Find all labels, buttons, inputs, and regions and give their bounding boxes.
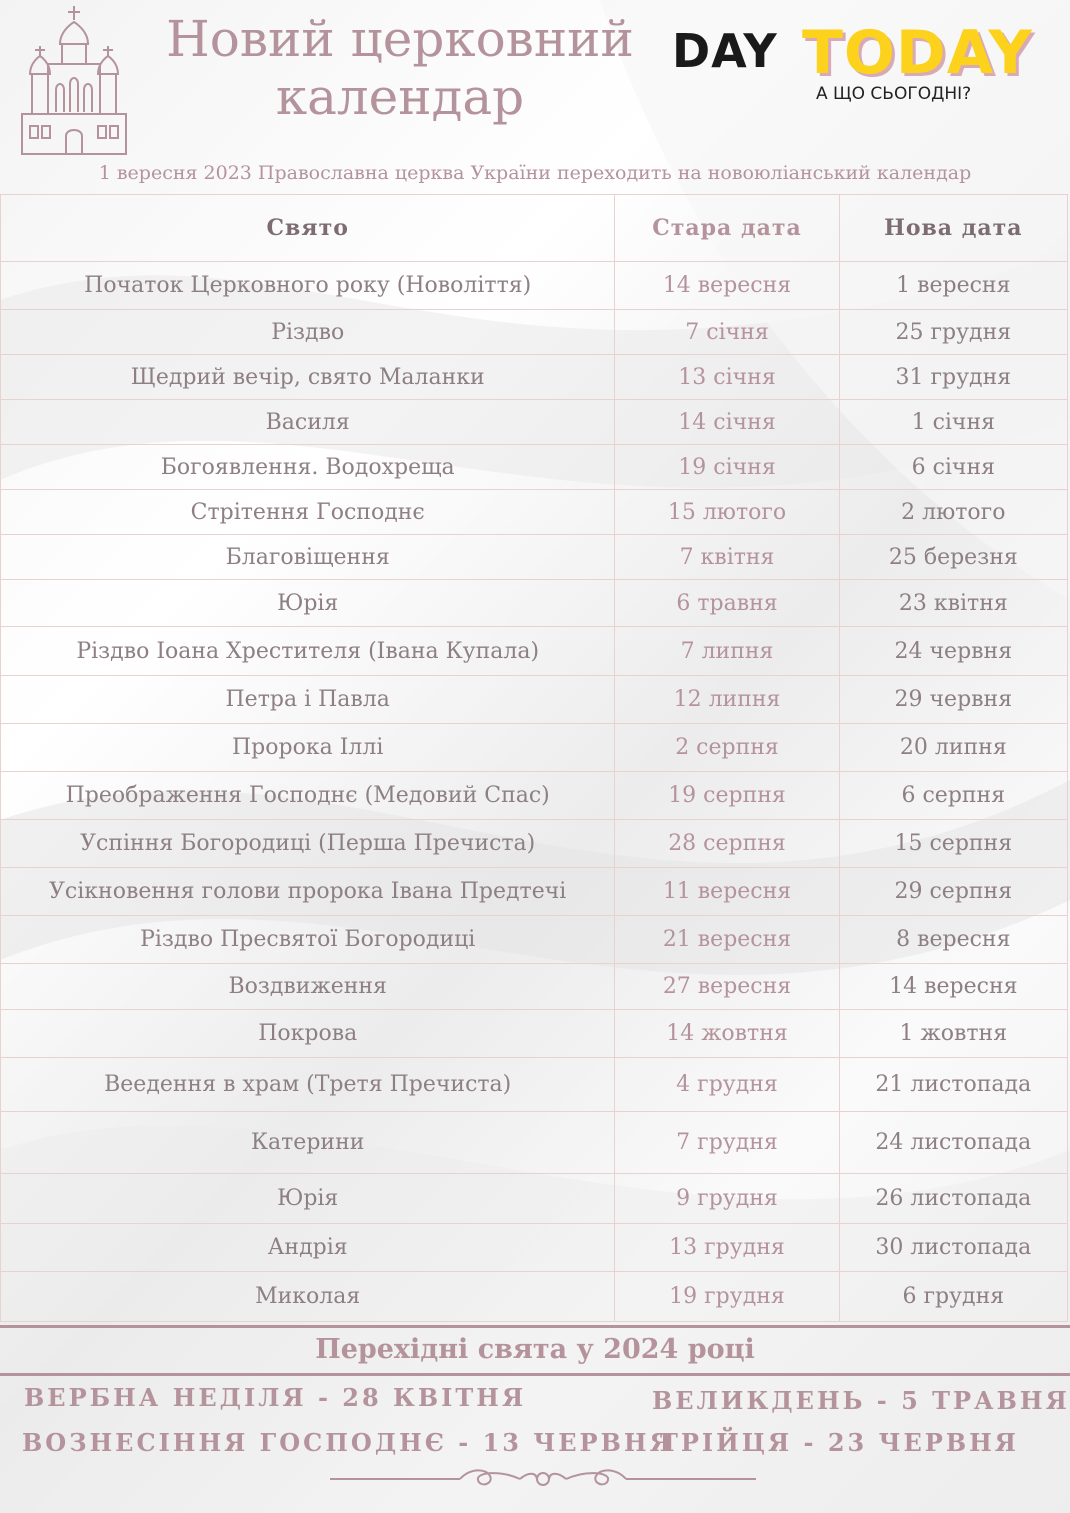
- brand-day: DAY: [672, 24, 778, 78]
- brand-tagline: А ЩО СЬОГОДНІ?: [816, 84, 972, 104]
- cell-holiday: Різдво: [1, 310, 615, 355]
- cell-holiday: Андрія: [1, 1224, 615, 1272]
- table-header-row: [1, 195, 1068, 262]
- cell-old-date: 27 вересня: [615, 964, 839, 1010]
- cell-old-date: 7 січня: [615, 310, 839, 355]
- table-row: [1, 627, 1068, 676]
- cell-new-date: 24 листопада: [839, 1112, 1067, 1174]
- table-row: [1, 1174, 1068, 1224]
- cell-old-date: 15 лютого: [615, 490, 839, 535]
- cell-holiday: Василя: [1, 400, 615, 445]
- cell-holiday: Воздвиження: [1, 964, 615, 1010]
- cell-old-date: 19 січня: [615, 445, 839, 490]
- cell-new-date: 26 листопада: [839, 1174, 1067, 1224]
- cell-old-date: 7 грудня: [615, 1112, 839, 1174]
- table-body: [1, 262, 1068, 1322]
- table-row: [1, 1010, 1068, 1058]
- cell-holiday: Різдво Пресвятої Богородиці: [1, 916, 615, 964]
- moveable-holiday-ascension: ВОЗНЕСІННЯ ГОСПОДНЄ - 13 ЧЕРВНЯ: [22, 1428, 674, 1457]
- cell-old-date: 14 вересня: [615, 262, 839, 310]
- table-row: [1, 820, 1068, 868]
- page-title: [150, 10, 650, 126]
- table-row: [1, 262, 1068, 310]
- cell-old-date: 6 травня: [615, 580, 839, 627]
- cell-old-date: 2 серпня: [615, 724, 839, 772]
- cell-holiday: Катерини: [1, 1112, 615, 1174]
- cell-old-date: 28 серпня: [615, 820, 839, 868]
- cell-old-date: 4 грудня: [615, 1058, 839, 1112]
- cell-old-date: 7 квітня: [615, 535, 839, 580]
- cell-new-date: 1 жовтня: [839, 1010, 1067, 1058]
- cell-new-date: 15 серпня: [839, 820, 1067, 868]
- cell-holiday: Веедення в храм (Третя Пречиста): [1, 1058, 615, 1112]
- cell-new-date: 24 червня: [839, 627, 1067, 676]
- table-row: [1, 580, 1068, 627]
- subtitle: 1 вересня 2023 Православна церква України переходить на новоюліанський календар: [98, 162, 972, 184]
- table-row: [1, 1272, 1068, 1322]
- cell-old-date: 12 липня: [615, 676, 839, 724]
- church-icon: [18, 4, 130, 158]
- cell-holiday: Покрова: [1, 1010, 615, 1058]
- moveable-holidays-title: Перехідні свята у 2024 році: [315, 1334, 755, 1365]
- cell-holiday: Пророка Іллі: [1, 724, 615, 772]
- cell-holiday: Юрія: [1, 1174, 615, 1224]
- cell-holiday: Успіння Богородиці (Перша Пречиста): [1, 820, 615, 868]
- table-row: [1, 490, 1068, 535]
- cell-old-date: 11 вересня: [615, 868, 839, 916]
- cell-new-date: 20 липня: [839, 724, 1067, 772]
- brand-logo: [672, 18, 1067, 118]
- cell-holiday: Богоявлення. Водохреща: [1, 445, 615, 490]
- table-row: [1, 1058, 1068, 1112]
- table-row: [1, 1224, 1068, 1272]
- table-row: [1, 916, 1068, 964]
- table-row: [1, 535, 1068, 580]
- cell-new-date: 14 вересня: [839, 964, 1067, 1010]
- calendar-table: [0, 194, 1068, 1322]
- table-row: [1, 724, 1068, 772]
- cell-old-date: 14 жовтня: [615, 1010, 839, 1058]
- cell-holiday: Преображення Господнє (Медовий Спас): [1, 772, 615, 820]
- cell-new-date: 29 червня: [839, 676, 1067, 724]
- table-row: [1, 676, 1068, 724]
- cell-new-date: 29 серпня: [839, 868, 1067, 916]
- cell-new-date: 23 квітня: [839, 580, 1067, 627]
- divider-top: [0, 1325, 1070, 1328]
- title-line-1: Новий церковний: [166, 10, 634, 68]
- cell-new-date: 30 листопада: [839, 1224, 1067, 1272]
- cell-new-date: 31 грудня: [839, 355, 1067, 400]
- cell-new-date: 25 грудня: [839, 310, 1067, 355]
- cell-old-date: 9 грудня: [615, 1174, 839, 1224]
- table-row: [1, 1112, 1068, 1174]
- cell-old-date: 7 липня: [615, 627, 839, 676]
- cell-holiday: Благовіщення: [1, 535, 615, 580]
- cell-holiday: Усікновення голови пророка Івана Предтечі: [1, 868, 615, 916]
- cell-new-date: 2 лютого: [839, 490, 1067, 535]
- cell-old-date: 14 січня: [615, 400, 839, 445]
- cell-holiday: Петра і Павла: [1, 676, 615, 724]
- moveable-holiday-easter: ВЕЛИКДЕНЬ - 5 ТРАВНЯ: [652, 1386, 1070, 1415]
- header-old-date: Стара дата: [615, 195, 839, 262]
- cell-old-date: 19 серпня: [615, 772, 839, 820]
- cell-new-date: 21 листопада: [839, 1058, 1067, 1112]
- cell-old-date: 19 грудня: [615, 1272, 839, 1322]
- brand-today: TODAY: [802, 18, 1033, 88]
- table-row: [1, 355, 1068, 400]
- table-row: [1, 964, 1068, 1010]
- moveable-holiday-palm-sunday: ВЕРБНА НЕДІЛЯ - 28 КВІТНЯ: [24, 1383, 527, 1412]
- cell-old-date: 21 вересня: [615, 916, 839, 964]
- header-new-date: Нова дата: [839, 195, 1067, 262]
- table-row: [1, 868, 1068, 916]
- cell-new-date: 25 березня: [839, 535, 1067, 580]
- cell-new-date: 6 грудня: [839, 1272, 1067, 1322]
- table-row: [1, 445, 1068, 490]
- cell-old-date: 13 грудня: [615, 1224, 839, 1272]
- table-row: [1, 400, 1068, 445]
- cell-holiday: Щедрий вечір, свято Маланки: [1, 355, 615, 400]
- cell-new-date: 1 січня: [839, 400, 1067, 445]
- cell-new-date: 6 січня: [839, 445, 1067, 490]
- ornament-divider: [330, 1462, 756, 1496]
- cell-old-date: 13 січня: [615, 355, 839, 400]
- cell-holiday: Початок Церковного року (Новоліття): [1, 262, 615, 310]
- table-row: [1, 772, 1068, 820]
- table-row: [1, 310, 1068, 355]
- cell-holiday: Різдво Іоана Хрестителя (Івана Купала): [1, 627, 615, 676]
- cell-new-date: 8 вересня: [839, 916, 1067, 964]
- cell-new-date: 6 серпня: [839, 772, 1067, 820]
- header-holiday: Свято: [1, 195, 615, 262]
- moveable-holiday-trinity: ТРІЙЦЯ - 23 ЧЕРВНЯ: [660, 1428, 1019, 1457]
- cell-new-date: 1 вересня: [839, 262, 1067, 310]
- title-line-2: календар: [275, 68, 525, 126]
- cell-holiday: Миколая: [1, 1272, 615, 1322]
- divider-bottom: [0, 1373, 1070, 1376]
- cell-holiday: Стрітення Господнє: [1, 490, 615, 535]
- cell-holiday: Юрія: [1, 580, 615, 627]
